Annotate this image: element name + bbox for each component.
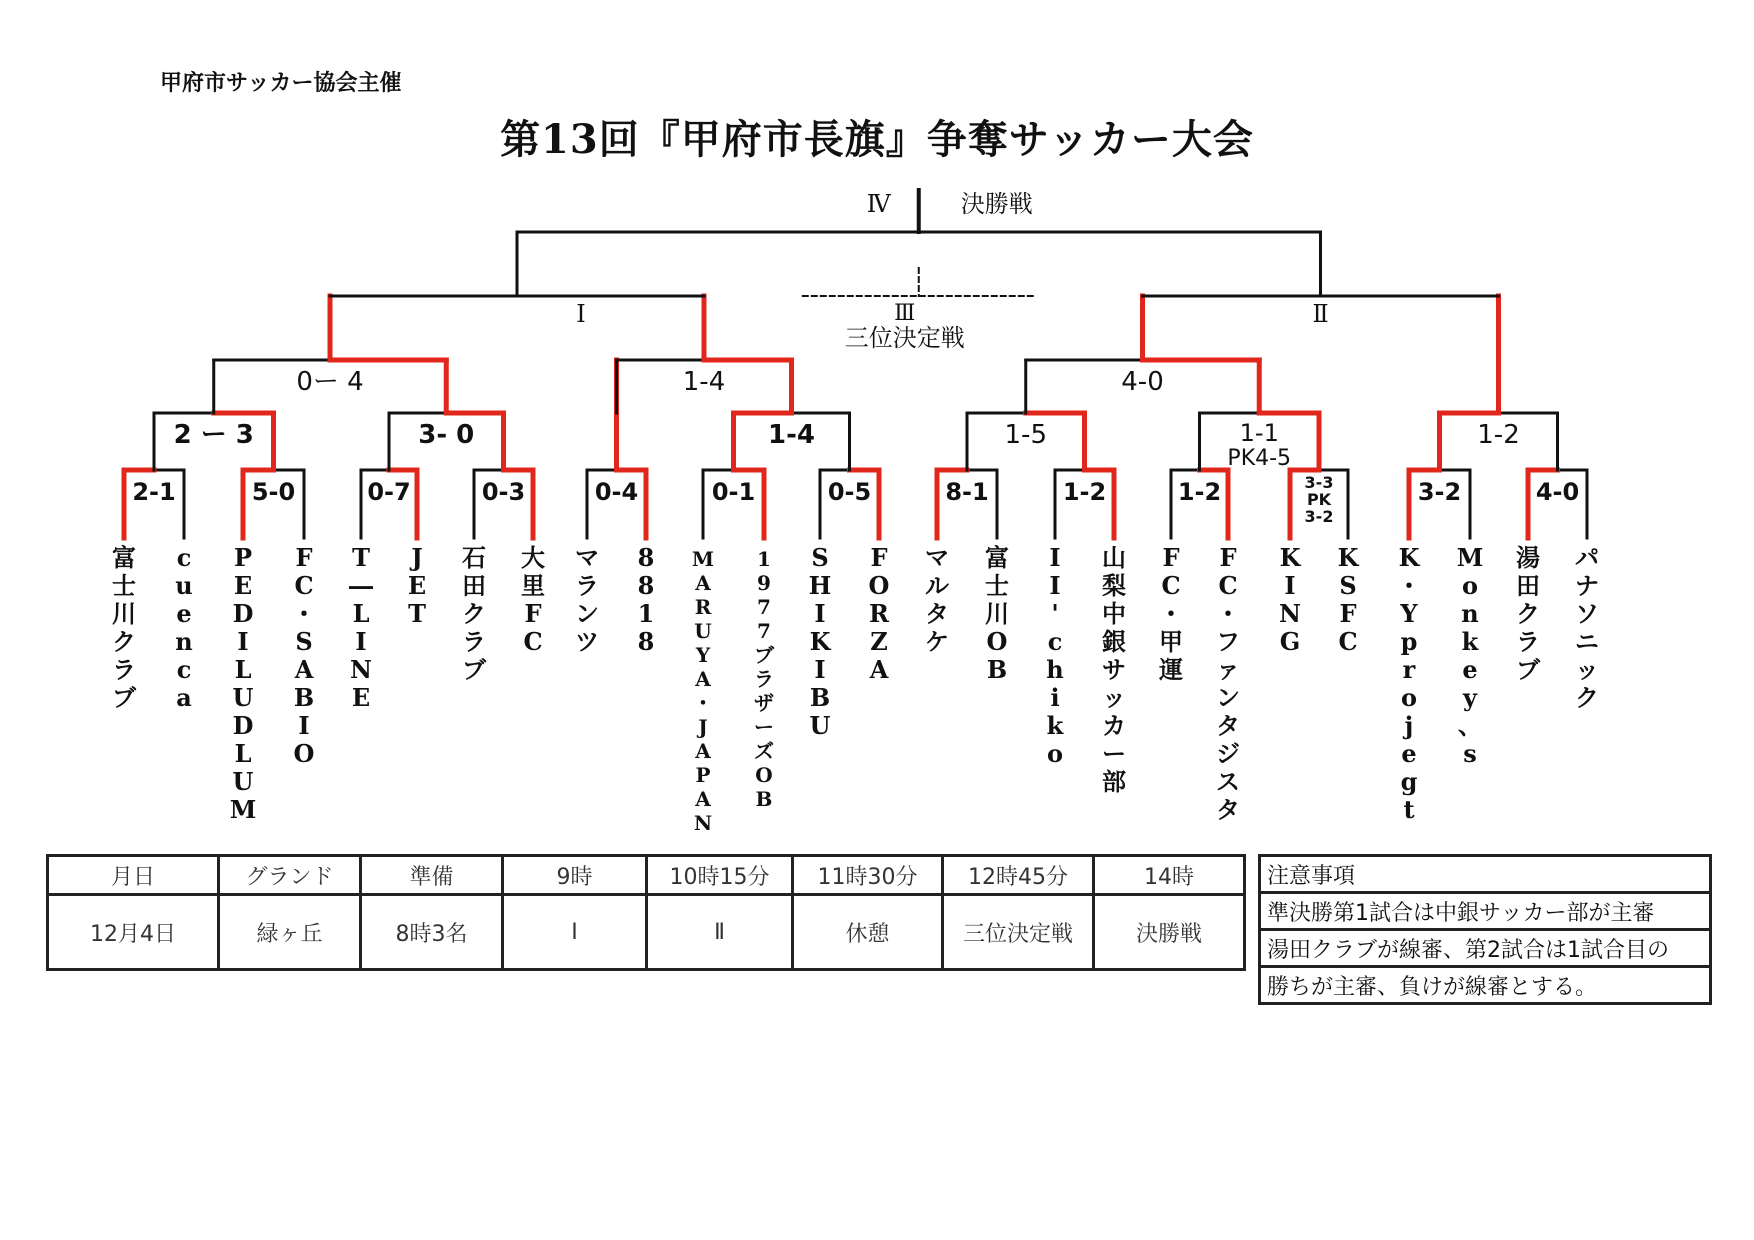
team-name-char: タ [925, 599, 949, 628]
final-label: 決勝戦 [960, 190, 1033, 218]
semi-label: Ⅱ [1312, 300, 1329, 328]
team-name-char: ク [462, 599, 486, 628]
team-name-char: j [1404, 711, 1414, 740]
team-name-char: ラ [575, 571, 599, 600]
team-name-char: 大 [521, 543, 545, 572]
schedule-value-cell: 12月4日 [48, 895, 219, 970]
team-name-char: L [234, 739, 252, 768]
score-label: 0-1 [711, 478, 756, 506]
score-label: PK [1306, 490, 1332, 509]
team-name-char: 士 [112, 571, 136, 600]
team-name-char: ク [1516, 599, 1540, 628]
team-name-char: K [809, 627, 831, 656]
schedule-header-row [48, 856, 1245, 895]
team-name-char: ク [112, 627, 136, 656]
team-name-char: K [1279, 543, 1301, 572]
team-name-char: ザ [754, 691, 774, 715]
schedule-value-cell: 休憩 [793, 895, 943, 970]
team-name-char: ル [925, 571, 949, 600]
schedule-header-cell: 準備 [361, 856, 503, 895]
team-name-char: A [695, 739, 711, 763]
schedule-value-row [48, 895, 1245, 970]
team-name-char: ケ [925, 627, 949, 656]
team-name-char: 1 [637, 599, 655, 628]
score-label: 1-2 [1477, 420, 1520, 450]
team-name-char: C [523, 627, 543, 656]
team-name-char: ン [1216, 683, 1240, 712]
team-name-char: I [1049, 571, 1061, 600]
score-label: 4-0 [1121, 367, 1164, 397]
team-name-char: ブ [754, 643, 774, 667]
score-label: 1-1 [1239, 419, 1279, 447]
team-name-char: o [1046, 739, 1064, 768]
team-names [112, 543, 1599, 835]
team-name-char: ン [575, 599, 599, 628]
team-name-char: A [695, 667, 711, 691]
team-name-char: ・ [1397, 571, 1421, 600]
team-name-char: D [232, 711, 254, 740]
team-name-char: e [1401, 739, 1417, 768]
team-name-char: I [1284, 571, 1296, 600]
team-name-char: r [1402, 655, 1416, 684]
team-name-char: E [407, 571, 427, 600]
team-name-char: 運 [1159, 655, 1183, 684]
schedule-value-cell: 8時3名 [361, 895, 503, 970]
team-name-char: 梨 [1102, 571, 1126, 600]
final-roman-label: Ⅳ [866, 190, 891, 218]
notes-line: 湯田クラブが線審、第2試合は1試合目の [1260, 930, 1711, 967]
team-name-char: ナ [1575, 571, 1599, 600]
team-name-char: U [694, 619, 712, 643]
team-name-char: c [176, 543, 192, 572]
organizer-label: 甲府市サッカー協会主催 [160, 70, 402, 96]
team-name-char: p [1400, 627, 1418, 656]
team-name-char: F [1162, 543, 1180, 572]
team-name-char: ジ [1216, 739, 1240, 768]
notes-line: 勝ちが主審、負けが線審とする。 [1260, 967, 1711, 1004]
team-name-char: O [293, 739, 315, 768]
score-label: PK4-5 [1227, 446, 1292, 471]
team-name-char: N [693, 811, 713, 835]
team-name-char: 7 [757, 619, 771, 643]
team-name-char: M [1456, 543, 1484, 572]
score-label: 0-3 [481, 478, 526, 506]
schedule-header-cell: 9時 [503, 856, 647, 895]
team-name-char: S [295, 627, 313, 656]
team-name-char: カ [1102, 711, 1126, 740]
team-name-char: 川 [112, 599, 136, 628]
score-label: 4-0 [1535, 478, 1580, 506]
team-name-char: A [869, 655, 889, 684]
score-label: 3-3 [1304, 473, 1334, 492]
team-name-char: タ [1216, 711, 1240, 740]
schedule-table [46, 854, 1246, 971]
score-label: 2-1 [132, 478, 176, 506]
schedule-value-cell: Ⅰ [503, 895, 647, 970]
team-name-char: L [352, 599, 370, 628]
team-name-char: K [1398, 543, 1420, 572]
team-name-char: Z [870, 627, 888, 656]
team-name-char: B [293, 683, 315, 712]
team-name-char: R [869, 599, 889, 628]
team-name-char: M [691, 547, 715, 571]
team-name-char: P [695, 763, 711, 787]
team-name-char: 、 [1458, 711, 1482, 740]
score-label: 3- 0 [418, 420, 475, 450]
team-name-char: o [1461, 571, 1479, 600]
team-name-char: U [809, 711, 831, 740]
team-name-char: I [298, 711, 310, 740]
score-label: 8-1 [945, 478, 989, 506]
team-name-char: 富 [985, 543, 1009, 572]
score-label: 1-2 [1062, 478, 1107, 506]
team-name-char: y [1463, 683, 1477, 712]
team-name-char: O [868, 571, 890, 600]
team-name-char: ブ [1516, 655, 1540, 684]
team-name-char: I [814, 599, 826, 628]
team-name-char: G [1279, 627, 1301, 656]
team-name-char: 里 [521, 571, 545, 600]
team-name-char: K [1337, 543, 1359, 572]
team-name-char: e [176, 599, 192, 628]
team-name-char: ー [1102, 739, 1126, 768]
score-label: 0-5 [827, 478, 872, 506]
team-name-char: Y [1400, 599, 1418, 628]
team-name-char: ー [754, 715, 774, 739]
team-name-char: U [232, 683, 254, 712]
score-label: 1-2 [1177, 478, 1222, 506]
team-name-char: 山 [1102, 543, 1126, 572]
score-label: 0ー 4 [296, 367, 364, 397]
team-name-char: I [355, 627, 367, 656]
schedule-header-cell: 月日 [48, 856, 219, 895]
team-name-char: E [351, 683, 371, 712]
team-name-char: J [698, 715, 708, 739]
third-place-label: 三位決定戦 [844, 324, 965, 352]
team-name-char: B [809, 683, 831, 712]
team-name-char: ッ [1575, 655, 1599, 684]
team-name-char: 士 [985, 571, 1009, 600]
notes-line: 準決勝第1試合は中銀サッカー部が主審 [1260, 893, 1711, 930]
score-label: 5-0 [251, 478, 296, 506]
team-name-char: k [1461, 627, 1479, 656]
team-name-char: 富 [112, 543, 136, 572]
schedule-value-cell: Ⅱ [647, 895, 793, 970]
schedule-header-cell: 12時45分 [943, 856, 1094, 895]
team-name-char: ツ [575, 627, 599, 656]
team-name-char: D [232, 599, 254, 628]
team-name-char: C [294, 571, 314, 600]
team-name-char: s [1463, 739, 1477, 768]
team-name-char: u [175, 571, 193, 600]
team-name-char: B [986, 655, 1008, 684]
team-name-char: サ [1102, 655, 1126, 684]
team-name-char: O [755, 763, 773, 787]
team-name-char: 甲 [1159, 627, 1183, 656]
team-name-char: o [1400, 683, 1418, 712]
schedule-header-cell: 11時30分 [793, 856, 943, 895]
score-label: 1-4 [768, 420, 815, 450]
team-name-char: T [352, 543, 370, 572]
team-name-char: M [229, 795, 257, 824]
team-name-char: F [524, 599, 542, 628]
score-label: 3-2 [1417, 478, 1462, 506]
team-name-char: 銀 [1102, 627, 1126, 656]
team-name-char: 石 [462, 543, 486, 572]
page-title: 第13回『甲府市長旗』争奪サッカー大会 [500, 116, 1254, 163]
team-name-char: ラ [1516, 627, 1540, 656]
team-name-char: ク [1575, 683, 1599, 712]
team-name-char: 1 [757, 547, 771, 571]
team-name-char: タ [1216, 795, 1240, 824]
team-name-char: 8 [637, 571, 655, 600]
score-label: 3-2 [1304, 507, 1334, 526]
team-name-char: t [1403, 795, 1415, 824]
team-name-char: ・ [1216, 599, 1240, 628]
schedule-value-cell: 決勝戦 [1094, 895, 1245, 970]
team-name-char: ブ [462, 655, 486, 684]
team-name-char: B [755, 787, 773, 811]
team-name-char: ァ [1216, 655, 1240, 684]
team-name-char: ニ [1575, 627, 1599, 656]
team-name-char: S [1339, 571, 1357, 600]
team-name-char: n [175, 627, 193, 656]
team-name-char: E [233, 571, 253, 600]
team-name-char: c [1047, 627, 1063, 656]
team-name-char: c [176, 655, 192, 684]
team-name-char: ソ [1575, 599, 1599, 628]
team-name-char: S [811, 543, 829, 572]
team-name-char: a [176, 683, 192, 712]
team-name-char: A [294, 655, 314, 684]
team-name-char: 部 [1102, 767, 1126, 796]
team-name-char: I [1049, 543, 1061, 572]
team-name-char: h [1046, 655, 1064, 684]
team-name-char: R [694, 595, 712, 619]
team-name-char: ブ [112, 683, 136, 712]
team-name-char: F [1339, 599, 1357, 628]
team-name-char: 中 [1102, 599, 1126, 628]
team-name-char: C [1338, 627, 1358, 656]
team-name-char: k [1046, 711, 1064, 740]
team-name-char: ラ [112, 655, 136, 684]
team-name-char: パ [1575, 543, 1599, 572]
team-name-char: ラ [462, 627, 486, 656]
schedule-header-cell: 14時 [1094, 856, 1245, 895]
team-name-char: 8 [637, 543, 655, 572]
team-name-char: n [1461, 599, 1479, 628]
team-name-char: ― [349, 571, 373, 600]
team-name-char: L [234, 655, 252, 684]
schedule-header-cell: グランド [219, 856, 361, 895]
team-name-char: T [408, 599, 426, 628]
team-name-char: U [232, 767, 254, 796]
team-name-char: e [1462, 655, 1478, 684]
team-name-char: C [1218, 571, 1238, 600]
team-name-char: マ [575, 543, 599, 572]
team-name-char: N [350, 655, 372, 684]
team-name-char: ' [1051, 599, 1059, 628]
team-name-char: 川 [985, 599, 1009, 628]
semi-label: Ⅰ [576, 300, 586, 328]
team-name-char: 田 [462, 571, 486, 600]
team-name-char: 8 [637, 627, 655, 656]
team-name-char: フ [1216, 627, 1240, 656]
team-name-char: ・ [292, 599, 316, 628]
team-name-char: A [695, 787, 711, 811]
team-name-char: ズ [754, 739, 774, 763]
score-label: 1-5 [1004, 420, 1047, 450]
schedule-value-cell: 緑ヶ丘 [219, 895, 361, 970]
team-name-char: ッ [1102, 683, 1126, 712]
team-name-char: g [1400, 767, 1418, 796]
score-label: 0-4 [594, 478, 639, 506]
team-name-char: 9 [757, 571, 771, 595]
team-name-char: A [695, 571, 711, 595]
team-name-char: F [295, 543, 313, 572]
team-name-char: ・ [693, 691, 713, 715]
team-name-char: H [808, 571, 832, 600]
team-name-char: Y [695, 643, 711, 667]
team-name-char: I [814, 655, 826, 684]
team-name-char: I [237, 627, 249, 656]
team-name-char: J [411, 543, 423, 572]
team-name-char: 湯 [1516, 543, 1540, 572]
team-name-char: ・ [1159, 599, 1183, 628]
team-name-char: ス [1216, 767, 1240, 796]
schedule-value-cell: 三位決定戦 [943, 895, 1094, 970]
team-name-char: 田 [1516, 571, 1540, 600]
schedule-header-cell: 10時15分 [647, 856, 793, 895]
score-label: 1-4 [682, 367, 726, 397]
team-name-char: O [986, 627, 1008, 656]
score-label: 2 ー 3 [173, 420, 254, 450]
team-name-char: C [1161, 571, 1181, 600]
score-label: 0-7 [367, 478, 411, 506]
notes-box [1258, 854, 1712, 1005]
team-name-char: 7 [757, 595, 771, 619]
notes-heading: 注意事項 [1260, 856, 1711, 893]
team-name-char: ラ [754, 667, 774, 691]
team-name-char: P [233, 543, 253, 572]
team-name-char: F [870, 543, 888, 572]
team-name-char: N [1279, 599, 1301, 628]
team-name-char: マ [925, 543, 949, 572]
team-name-char: i [1050, 683, 1060, 712]
team-name-char: F [1219, 543, 1237, 572]
third-roman-label: Ⅲ [894, 301, 916, 326]
